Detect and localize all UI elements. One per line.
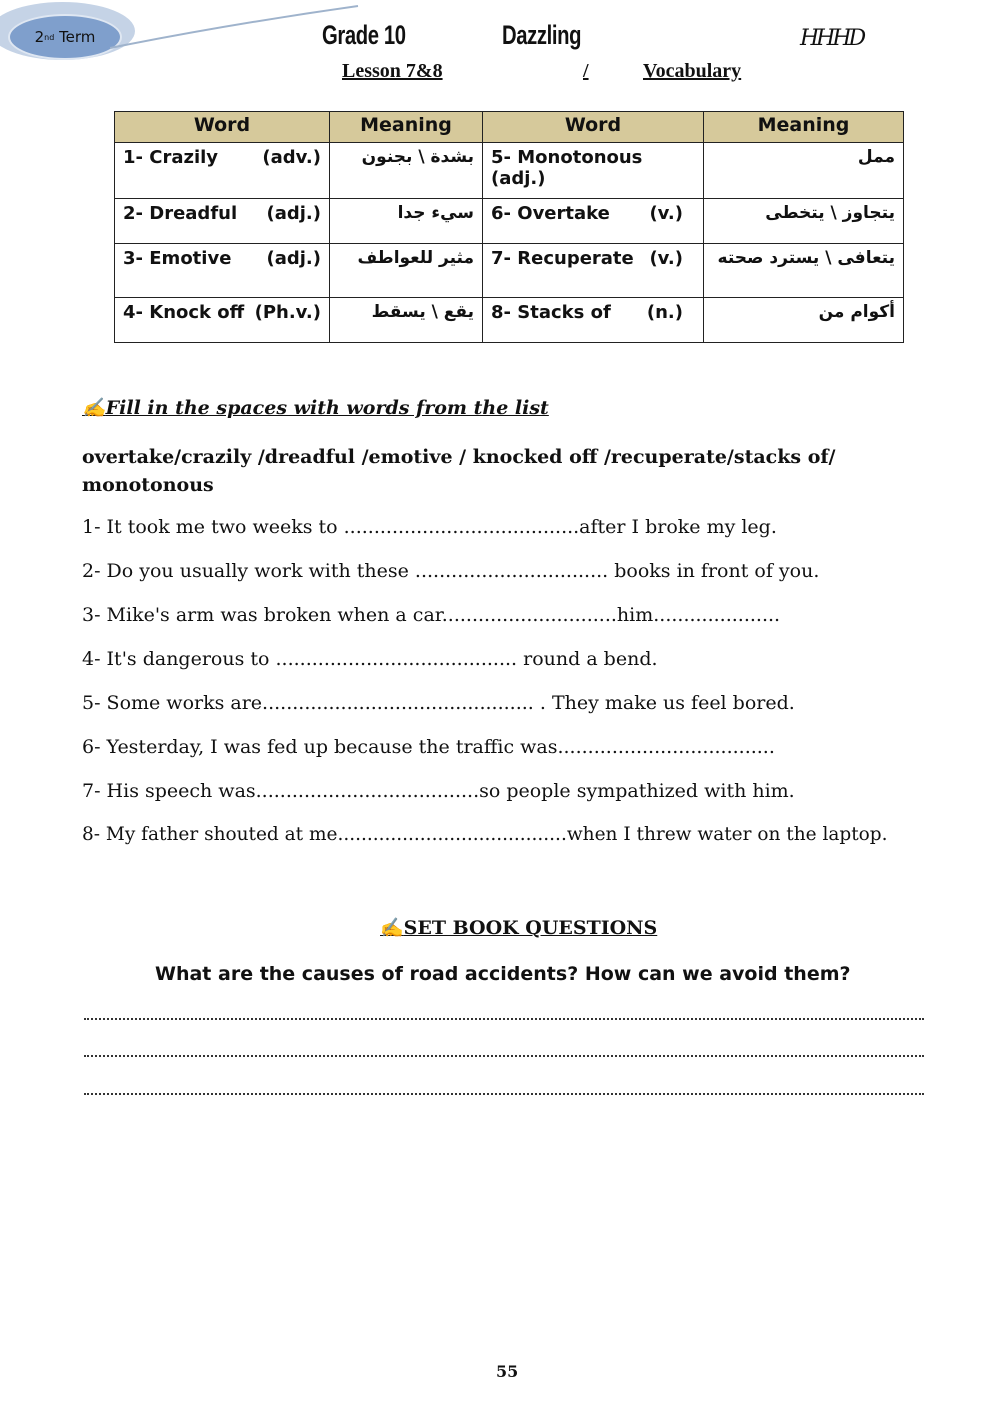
answer-line[interactable] <box>84 1093 924 1095</box>
part-of-speech: (n.) <box>646 302 683 323</box>
grade-title: Grade 10 <box>322 20 406 50</box>
meaning-cell: سيء جدا <box>330 199 483 244</box>
sentence-item: 5- Some works are............................................. . They make us feel bored. <box>82 692 795 714</box>
column-header: Meaning <box>704 112 904 143</box>
part-of-speech: (v.) <box>649 203 683 224</box>
table-header-row <box>115 112 904 143</box>
word: 1- Crazily <box>123 147 219 168</box>
term-number: 2 <box>34 28 45 46</box>
meaning-cell: يتجاوز \ يتخطى <box>704 199 904 244</box>
term-badge <box>8 14 122 60</box>
column-header: Word <box>115 112 330 143</box>
word-cell <box>115 143 330 199</box>
word: 6- Overtake <box>491 203 610 224</box>
author-signature: HHHD <box>800 26 864 51</box>
table-row <box>115 298 904 343</box>
page-number: 55 <box>496 1362 519 1381</box>
table-row <box>115 143 904 199</box>
word: 4- Knock off <box>123 302 245 323</box>
word-list: overtake/crazily /dreadful /emotive / knocked off /recuperate/stacks of/ monotonous <box>82 446 836 496</box>
term-suffix: nd <box>44 32 55 42</box>
sentence-item: 8- My father shouted at me.......................................when I threw water on the laptop. <box>82 824 888 845</box>
table-row <box>115 244 904 298</box>
word: 7- Recuperate <box>491 248 634 269</box>
separator: / <box>583 60 589 82</box>
word-cell <box>115 298 330 343</box>
column-header: Word <box>483 112 704 143</box>
topic-label: Vocabulary <box>643 60 742 82</box>
pencil-icon: ✍ <box>380 917 404 939</box>
set-book-heading <box>380 916 657 939</box>
part-of-speech: (adj.) <box>266 203 321 224</box>
part-of-speech: (v.) <box>649 248 683 269</box>
set-book-heading-text: SET BOOK QUESTIONS <box>403 917 658 939</box>
word: 8- Stacks of <box>491 302 611 323</box>
word-cell <box>115 199 330 244</box>
term-label: Term <box>59 28 96 46</box>
part-of-speech: (Ph.v.) <box>254 302 321 323</box>
meaning-cell: يتعافى \ يسترد صحته <box>704 244 904 298</box>
part-of-speech: (adv.) <box>262 147 321 168</box>
sentence-item: 3- Mike's arm was broken when a car.............................him..................... <box>82 604 781 626</box>
word-cell <box>483 199 704 244</box>
meaning-cell: مثير للعواطف <box>330 244 483 298</box>
word: 3- Emotive <box>123 248 232 269</box>
meaning-cell: ممل <box>704 143 904 199</box>
meaning-cell: يقع \ يسقط <box>330 298 483 343</box>
sentence-item: 1- It took me two weeks to .......................................after I broke my leg. <box>82 516 777 538</box>
sentence-item: 4- It's dangerous to ........................................ round a bend. <box>82 648 658 670</box>
word-cell <box>483 143 704 199</box>
book-title: Dazzling <box>502 20 582 50</box>
word-cell <box>483 244 704 298</box>
meaning-cell: أكوام من <box>704 298 904 343</box>
word: 2- Dreadful <box>123 203 238 224</box>
word-cell <box>483 298 704 343</box>
exercise-heading-text: Fill in the spaces with words from the list <box>105 397 549 419</box>
table-row <box>115 199 904 244</box>
answer-line[interactable] <box>84 1055 924 1057</box>
word-cell <box>115 244 330 298</box>
word: 5- Monotonous <box>491 147 643 168</box>
pencil-icon: ✍ <box>82 397 106 419</box>
set-book-question: What are the causes of road accidents? How can we avoid them? <box>155 963 851 985</box>
answer-line[interactable] <box>84 1018 924 1020</box>
part-of-speech: (adj.) <box>491 168 546 189</box>
sentence-item: 2- Do you usually work with these ................................ books in front of you. <box>82 560 820 582</box>
column-header: Meaning <box>330 112 483 143</box>
exercise-heading <box>82 396 549 419</box>
part-of-speech: (adj.) <box>266 248 321 269</box>
vocabulary-table <box>114 111 904 343</box>
sentence-item: 7- His speech was.....................................so people sympathized with him. <box>82 780 795 802</box>
lesson-label: Lesson 7&8 <box>342 60 443 82</box>
sentence-item: 6- Yesterday, I was fed up because the traffic was.................................... <box>82 736 775 758</box>
meaning-cell: بشدة \ بجنون <box>330 143 483 199</box>
